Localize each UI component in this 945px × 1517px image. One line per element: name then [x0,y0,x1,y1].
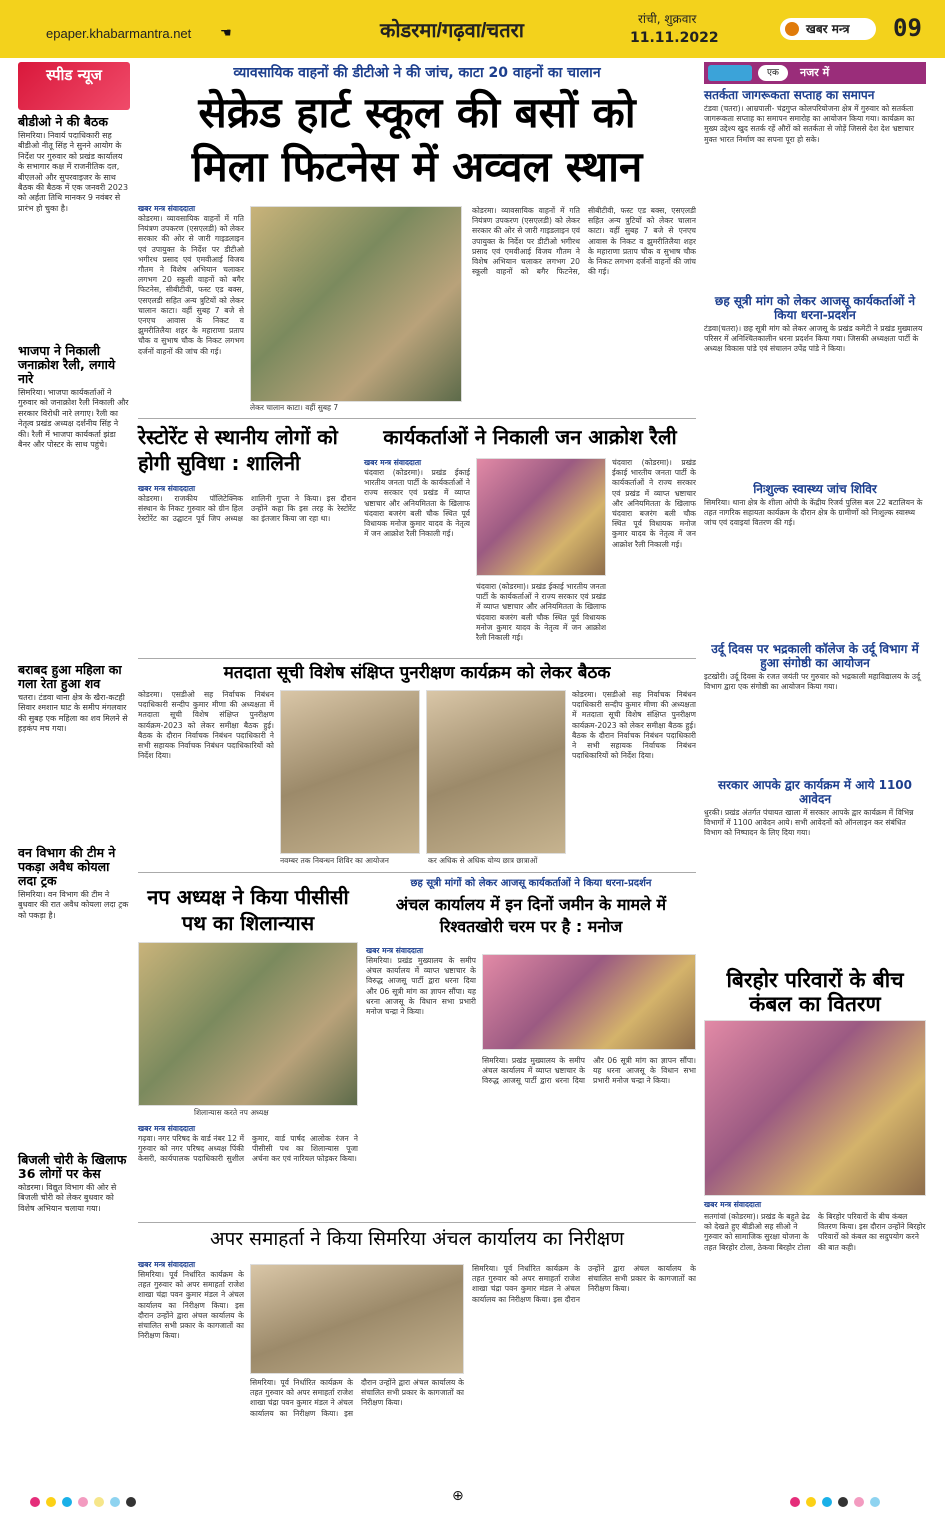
news-text: सिमरिया। थाना क्षेत्र के शीला ओपी के केंद्रीय रिजर्व पुलिस बल 22 बटालियन के तहत नागरिक सहायता कार्यक्रम के दौरान क्षेत्र के ग्रामीणों को निःशुल्क स्वास्थ्य जांच एवं दवाइयां वितरण की गई। [704,498,923,528]
pcc-byline: खबर मन्त्र संवाददाता [138,1124,196,1133]
inspection-photo [250,1264,464,1374]
photo-caption: नवम्बर तक निबन्धन शिविर का आयोजन [280,856,389,865]
news-headline[interactable]: बीडीओ ने की बैठक [18,114,108,129]
news-text: कोडरमा। विद्युत विभाग की ओर से बिजली चोरी को लेकर बुधवार को विशेष अभियान चलाया गया। [18,1183,117,1213]
epaper-url[interactable]: epaper.khabarmantra.net [46,26,192,41]
rally-text: चंदवारा (कोडरमा)। प्रखंड ईकाई भारतीय जनता पार्टी के कार्यकर्ताओं ने राज्य सरकार एवं प्रखंड में व्याप्त भ्रष्टाचार और अनियमितता के खिलाफ चंदवारा बजरंग बली चौक स्थित पूर्व विधायक मनोज कुमार यादव के नेतृत्व में जन आक्रोश रैली निकाली गई। [364,468,470,539]
news-text: टंडवा (चतरा)। आम्रपाली- चंद्रगुप्त कोलपरियोजना क्षेत्र में गुरुवार को सतर्कता जागरूकता सप्ताह का समापन समारोह का आयोजन किया गया। कार्यक्रम का मुख्य उद्देश्य खुद सतर्क रहें औरों को सतर्कता से जोड़ें जिससे देश देश भ्रष्टाचार मुक्त भारत निर्माण का सपना पूरा हो सके। [704,104,915,144]
dharna-kicker: छह सूत्री मांगों को लेकर आजसू कार्यकर्ताओं ने किया धरना-प्रदर्शन [410,878,652,889]
photo-caption: लेकर चालान काटा। वहीं सुबह 7 [250,403,339,412]
pcc-text: गढ़वा। नगर परिषद के वार्ड नंबर 12 में गुरुवार को नगर परिषद अध्यक्ष पिंकी केसरी, कार्यपालक पदाधिकारी सुशील कुमार, वार्ड पार्षद आलोक रंजन ने पीसीसी पथ का शिलान्यास पूजा अर्चना कर एवं नारियल फोड़कर किया। [138,1134,358,1164]
news-headline[interactable]: निःशुल्क स्वास्थ्य जांच शिविर [753,482,877,496]
page-footer [0,1478,945,1517]
news-headline[interactable]: उर्दू दिवस पर भद्रकाली कॉलेज के उर्दू विभाग में हुआ संगोष्ठी का आयोजन [711,642,919,670]
news-headline[interactable]: वन विभाग की टीम ने पकड़ा अवैध कोयला लदा ट्रक [18,845,116,888]
news-headline[interactable]: छह सूत्री मांग को लेकर आजसू कार्यकर्ताओं ने किया धरना-प्रदर्शन [714,294,916,322]
news-text: इटखोरी। उर्दू दिवस के रजत जयंती पर गुरुवार को भद्रकाली महाविद्यालय के उर्दू विभाग द्वारा एक संगोष्ठी का आयोजन किया गया। [704,672,921,692]
voter-text-2: कोडरमा। एसडीओ सह निर्वाचक निबंधन पदाधिकारी सन्दीप कुमार मीणा की अध्यक्षता में मतदाता सूची विशेष संक्षिप्त पुनरीक्षण कार्यक्रम-2023 को लेकर समीक्षा बैठक हुई। बैठक के दौरान निर्वाचक निबंधन पदाधिकारी ने सभी सहायक निर्वाचक निबंधन पदाधिकारियों को निर्देश दिया। [572,690,696,761]
color-registration-marks [790,1492,886,1502]
hand-cursor-icon: ☚ [220,26,232,41]
nazar-title: नजर में [800,66,830,79]
speed-news-badge: स्पीड न्यूज [18,62,130,110]
blanket-distribution-photo [704,1020,926,1196]
news-text: सिमरिया। भाजपा कार्यकर्ताओं ने गुरुवार को जनाक्रोश रैली निकाली और सरकार विरोधी नारे लगाए। रैली का नेतृत्व प्रखंड अध्यक्ष दर्शनीय सिंह ने की। रैली में भाजपा कार्यकर्ता झंडा बैनर और पोस्टर के साथ पहुंचे। [18,388,129,450]
blanket-byline: खबर मन्त्र संवाददाता [704,1200,762,1209]
color-registration-marks [30,1492,142,1502]
news-text: टंडवा(चतरा)। छह सूत्री मांग को लेकर आजसू के प्रखंड कमेटी ने प्रखंड मुख्यालय परिसर में अनिश्चितकालीन धरना प्रदर्शन किया गया। जिसकी अध्यक्षता पार्टी के अध्यक्ष विकास पांडे एवं संचालन उपेंद्र पांडे ने किया। [704,324,923,354]
ek-nazar-header [704,62,926,84]
lead-headline-line-2[interactable]: मिला फिटनेस में अव्वल स्थान [191,142,643,191]
rally-byline: खबर मन्त्र संवाददाता [364,458,422,467]
edition-date: 11.11.2022 [630,30,719,46]
meeting-photo-2 [426,690,566,854]
lead-text-col-1: कोडरमा। व्यावसायिक वाहनों में गति नियंत्रण उपकरण (एसएलडी) को लेकर सरकार की ओर से जारी गाइडलाइन एवं उपायुक्त के निर्देश पर डीटीओ भगीरथ प्रसाद एवं एमवीआई विजय गौतम ने विशेष अभियान चलाकर लगभग 20 स्कूली वाहनों को बगैर फिटनेस, सीबीटीवी, फस्ट एड बक्स, एसएलडी सहित अन्य त्रुटियों को लेकर चालान काटा। वहीं सुबह 7 बजे से एनएच आवास के निकट व झुमरीतिलैया शहर के महाराणा प्रताप चौक व सुभाष चौक के निकट लगभग दर्जनों वाहनों की जांच की गई। [138,214,244,356]
news-headline[interactable]: सतर्कता जागरूकता सप्ताह का समापन [704,88,875,102]
pcc-road-headline[interactable]: नप अध्यक्ष ने किया पीसीसी पथ का शिलान्यास [147,885,349,935]
ek-nazar-column [704,62,926,1470]
photo-caption: कर अधिक से अधिक योग्य छात्र छात्राओं [428,856,538,865]
rally-text-3: चंदवारा (कोडरमा)। प्रखंड ईकाई भारतीय जनता पार्टी के कार्यकर्ताओं ने राज्य सरकार एवं प्रखंड में व्याप्त भ्रष्टाचार और अनियमितता के खिलाफ चंदवारा बजरंग बली चौक स्थित पूर्व विधायक मनोज कुमार यादव के नेतृत्व में जन आक्रोश रैली निकाली गई। [476,582,606,643]
voter-text-1: कोडरमा। एसडीओ सह निर्वाचक निबंधन पदाधिकारी सन्दीप कुमार मीणा की अध्यक्षता में मतदाता सूची विशेष संक्षिप्त पुनरीक्षण कार्यक्रम-2023 को लेकर समीक्षा बैठक हुई। बैठक के दौरान निर्वाचक निबंधन पदाधिकारी ने सभी सहायक निर्वाचक निबंधन पदाधिकारियों को निर्देश दिया। [138,690,274,761]
edition-city-day: रांची, शुक्रवार [638,12,697,26]
dharna-photo [482,954,696,1050]
news-headline[interactable]: भाजपा ने निकाली जनाक्रोश रैली, लगाये नारे [18,343,116,386]
blanket-headline[interactable]: बिरहोर परिवारों के बीच कंबल का वितरण [726,968,904,1016]
page-number: 09 [893,14,922,42]
news-headline[interactable]: सरकार आपके द्वार कार्यक्रम में आये 1100 आवेदन [717,778,912,806]
brand-logo: खबर मन्त्र [780,18,876,40]
news-headline[interactable]: बिजली चोरी के खिलाफ 36 लोगों पर केस [18,1152,127,1181]
meeting-photo-1 [280,690,420,854]
photo-caption: शिलान्यास करते नप अध्यक्ष [194,1108,269,1117]
lead-kicker: व्यावसायिक वाहनों की डीटीओ ने की जांच, काटा 20 वाहनों का चालान [233,65,601,81]
rally-photo [476,458,606,576]
page-header [0,0,945,58]
restaurant-byline: खबर मन्त्र संवाददाता [138,484,196,493]
lead-text-col-2: कोडरमा। व्यावसायिक वाहनों में गति नियंत्रण उपकरण (एसएलडी) को लेकर सरकार की ओर से जारी गाइडलाइन एवं उपायुक्त के निर्देश पर डीटीओ भगीरथ प्रसाद एवं एमवीआई विजय गौतम ने विशेष अभियान चलाकर लगभग 20 स्कूली वाहनों को बगैर फिटनेस, सीबीटीवी, फस्ट एड बक्स, एसएलडी सहित अन्य त्रुटियों को लेकर चालान काटा। वहीं सुबह 7 बजे से एनएच आवास के निकट व झुमरीतिलैया शहर के महाराणा प्रताप चौक व सुभाष चौक के निकट लगभग दर्जनों वाहनों की जांच की गई। [472,206,696,277]
inspection-headline[interactable]: अपर समाहर्ता ने किया सिमरिया अंचल कार्यालय का निरीक्षण [210,1228,624,1250]
inspection-text-1: सिमरिया। पूर्व निर्धारित कार्यक्रम के तहत गुरुवार को अपर समाहर्ता राजेश शाखा चंद्रा पवन कुमार मंडल ने अंचल कार्यालय का निरीक्षण किया। इस दौरान उन्होंने द्वारा अंचल कार्यालय के संचालित सभी प्रकार के कागजातों का निरीक्षण किया। [138,1270,244,1341]
bribery-text-2: सिमरिया। प्रखंड मुख्यालय के समीप अंचल कार्यालय में व्याप्त भ्रष्टाचार के विरुद्ध आजसू पार्टी द्वारा धरना दिया और 06 सूत्री मांग का ज्ञापन सौंपा। यह धरना आजसू के विधान सभा प्रभारी मनोज चन्द्रा ने किया। [482,1056,696,1086]
restaurant-headline[interactable]: रेस्टोरेंट से स्थानीय लोगों को होगी सुविधा : शालिनी [138,425,338,475]
nazar-tag: एक [758,65,788,81]
school-bus-photo [250,206,462,402]
rally-headline[interactable]: कार्यकर्ताओं ने निकाली जन आक्रोश रैली [383,425,677,449]
inspection-byline: खबर मन्त्र संवाददाता [138,1260,196,1269]
bribery-headline[interactable]: अंचल कार्यालय में इन दिनों जमीन के मामले में रिश्वतखोरी चरम पर है : मनोज [395,895,667,936]
blanket-text: सतगांवां (कोडरमा)। प्रखंड के बहुते ढेढ को देखते हुए बीडीओ सह सीओ ने गुरुवार को सामाजिक सुरक्षा योजना के तहत बिरहोर टोला, ठेकवा बिरहोर टोला के बिरहोर परिवारों के बीच कंबल वितरण किया। इस दौरान उन्होंने बिरहोर परिवारों को कंबल का सदुपयोग करने की बात कही। [704,1212,926,1252]
news-text: सिमरिया। निवार्य पदाधिकारी सह बीडीओ नीतू सिंह ने सुनने आयोग के निर्देश पर गुरुवार को प्रखंड कार्यालय के सभागार कक्ष में राजनीतिक दल, बीएलओ और सुपरवाइजर के साथ बैठक की बैठक में एक जनवरी 2023 को अर्हता तिथि मानकर 9 नवंबर से प्रारंभ हो चुका है। [18,131,129,213]
main-news-area [138,62,696,1470]
bribery-text-1: सिमरिया। प्रखंड मुख्यालय के समीप अंचल कार्यालय में व्याप्त भ्रष्टाचार के विरुद्ध आजसू पार्टी द्वारा धरना दिया और 06 सूत्री मांग का ज्ञापन सौंपा। यह धरना आजसू के विधान सभा प्रभारी मनोज चन्द्रा ने किया। [366,956,476,1017]
rally-text-2: चंदवारा (कोडरमा)। प्रखंड ईकाई भारतीय जनता पार्टी के कार्यकर्ताओं ने राज्य सरकार एवं प्रखंड में व्याप्त भ्रष्टाचार और अनियमितता के खिलाफ चंदवारा बजरंग बली चौक स्थित पूर्व विधायक मनोज कुमार यादव के नेतृत्व में जन आक्रोश रैली निकाली गई। [612,458,696,549]
restaurant-text: कोडरमा। राजकीय पॉलिटेक्निक संस्थान के निकट गुरुवार को ग्रीन हिल रेस्टोरेंट का उद्घाटन पूर्व जिप अध्यक्ष शालिनी गुप्ता ने किया। इस दौरान उन्होंने कहा कि इस तरह के रेस्टोरेंट का इंतजार किया जा रहा था। [138,494,356,524]
section-title: कोडरमा/गढ़वा/चतरा [380,20,524,42]
crosshair-icon: ⊕ [452,1488,464,1504]
lead-byline: खबर मन्त्र संवाददाता [138,204,196,213]
inspection-text-2: सिमरिया। पूर्व निर्धारित कार्यक्रम के तहत गुरुवार को अपर समाहर्ता राजेश शाखा चंद्रा पवन कुमार मंडल ने अंचल कार्यालय का निरीक्षण किया। इस दौरान उन्होंने द्वारा अंचल कार्यालय के संचालित सभी प्रकार के कागजातों का निरीक्षण किया। [250,1378,464,1418]
foundation-stone-photo [138,942,358,1106]
voter-list-headline[interactable]: मतदाता सूची विशेष संक्षिप्त पुनरीक्षण कार्यक्रम को लेकर बैठक [223,663,611,683]
inspection-text-3: सिमरिया। पूर्व निर्धारित कार्यक्रम के तहत गुरुवार को अपर समाहर्ता राजेश शाखा चंद्रा पवन कुमार मंडल ने अंचल कार्यालय का निरीक्षण किया। इस दौरान उन्होंने द्वारा अंचल कार्यालय के संचालित सभी प्रकार के कागजातों का निरीक्षण किया। [472,1264,696,1304]
bribery-byline: खबर मन्त्र संवाददाता [366,946,424,955]
news-text: चतरा। टंडवा थाना क्षेत्र के खैरा-कटही सिवार श्मशान घाट के समीप मंगलवार की सुबह एक महिला का शव मिलने से हड़कंप मच गया। [18,693,128,734]
speed-news-column [18,62,130,1470]
news-text: सिमरिया। वन विभाग की टीम ने बुधवार की रात अवैध कोयला लदा ट्रक को पकड़ा है। [18,890,129,920]
lead-headline-line-1[interactable]: सेक्रेड हार्ट स्कूल की बसों को [198,88,636,137]
news-headline[interactable]: बराबद हुआ महिला का गला रेता हुआ शव [18,662,122,691]
news-text: धुरकी। प्रखंड अंतर्गत पंचायत खाला में सरकार आपके द्वार कार्यक्रम में विभिन्न विभागों में 1100 आवेदन आये। सभी आवेदनों को ऑनलाइन कर संबंधित विभाग को निष्पादन के लिए दिया गया। [704,808,914,838]
people-icon [708,65,752,81]
